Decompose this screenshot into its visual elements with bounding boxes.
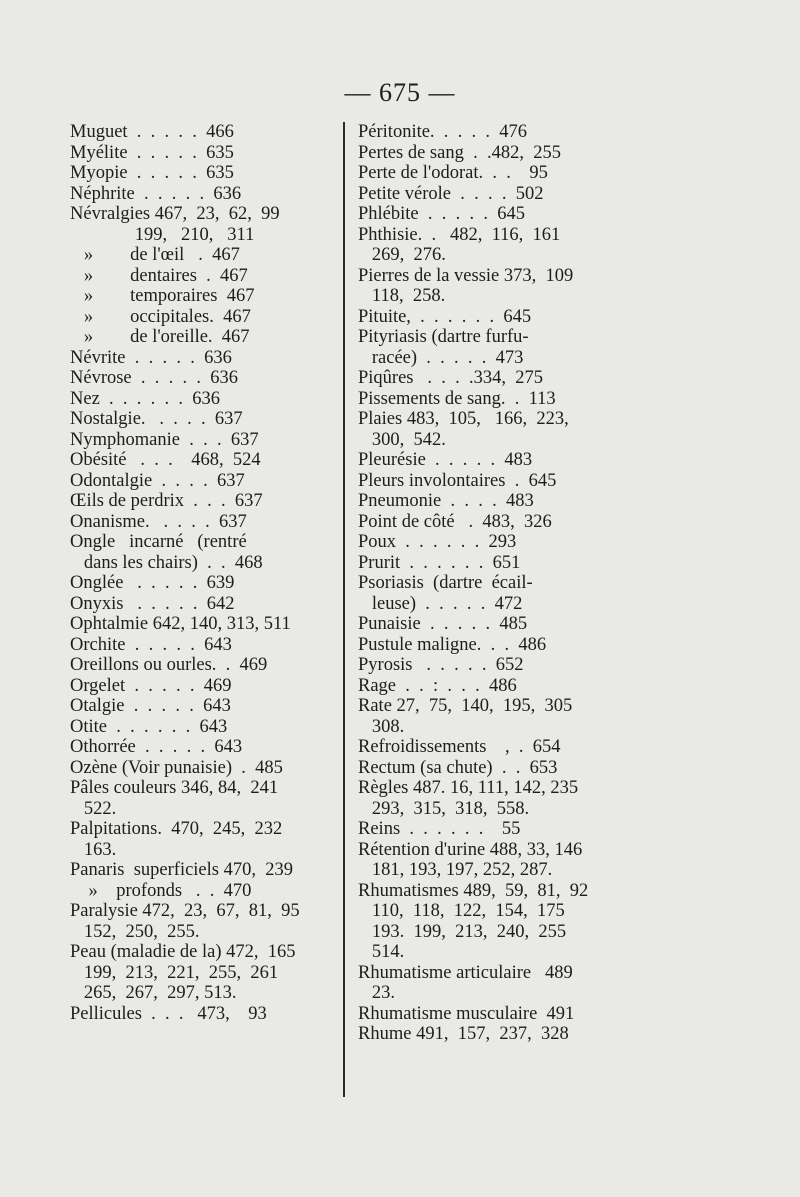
index-entry (358, 819, 630, 840)
index-entry (70, 778, 332, 819)
index-entry-line: Nymphomanie . . . 637 (70, 429, 259, 450)
index-entry (358, 1024, 630, 1045)
column-divider (343, 122, 345, 1097)
index-entry-line: Onglée . . . . . 639 (70, 573, 235, 593)
index-entry-line: Phthisie. . 482, 116, 161 (358, 224, 561, 245)
index-entry-line: Perte de l'odorat. . . 95 (358, 163, 548, 183)
index-entry (358, 409, 630, 450)
index-entry-line: Oreillons ou ourles. . 469 (70, 655, 268, 675)
index-entry (358, 737, 630, 758)
index-entry (358, 368, 630, 389)
index-entry-line: Pityriasis (dartre furfu- (358, 327, 529, 347)
index-entry-line: Point de côté . 483, 326 (358, 511, 552, 532)
index-entry-line: Ophtalmie 642, 140, 313, 511 (70, 614, 291, 634)
index-entry-line: 308. (358, 716, 405, 737)
index-entry-line: Névrite . . . . . 636 (70, 347, 232, 368)
index-entry-line: racée) . . . . . 473 (358, 347, 524, 368)
index-entry-line: Pustule maligne. . . 486 (358, 634, 547, 655)
index-column-right (358, 122, 630, 1045)
index-entry (70, 245, 332, 266)
index-entry-line: Rhumatismes 489, 59, 81, 92 (358, 880, 589, 901)
index-entry (70, 368, 332, 389)
index-entry (358, 840, 630, 881)
index-entry (70, 532, 332, 573)
index-entry-line: Rhumatisme articulaire 489 (358, 962, 573, 983)
index-entry (358, 307, 630, 328)
index-entry (70, 901, 332, 942)
index-entry-line: Néphrite . . . . . 636 (70, 183, 242, 204)
index-entry (358, 184, 630, 205)
index-entry-line: Rhume 491, 157, 237, 328 (358, 1024, 569, 1044)
index-entry-line: leuse) . . . . . 472 (358, 593, 523, 614)
index-entry (70, 614, 332, 635)
index-entry-line: Nez . . . . . . 636 (70, 388, 221, 409)
index-entry-line: Orchite . . . . . 643 (70, 634, 232, 655)
index-entry-line: 118, 258. (358, 286, 446, 306)
index-entry-line: Obésité . . . 468, 524 (70, 450, 261, 470)
index-entry-line: 199, 213, 221, 255, 261 (70, 962, 279, 983)
index-entry-line: Odontalgie . . . . 637 (70, 470, 245, 491)
index-entry-line: Reins . . . . . . 55 (358, 819, 521, 839)
index-entry-line: Pituite, . . . . . . 645 (358, 306, 532, 327)
index-entry (358, 122, 630, 143)
index-entry-line: Poux . . . . . . 293 (358, 532, 517, 552)
index-entry-line: Névralgies 467, 23, 62, 99 (70, 204, 280, 224)
index-entry-line: » dentaires . 467 (70, 265, 248, 286)
index-entry-line: Phlébite . . . . . 645 (358, 204, 526, 224)
index-entry-line: Muguet . . . . . 466 (70, 122, 234, 142)
index-entry (70, 286, 332, 307)
index-entry (70, 122, 332, 143)
index-entry-line: Orgelet . . . . . 469 (70, 675, 232, 696)
index-entry-line: Myopie . . . . . 635 (70, 163, 234, 183)
index-entry-line: Pâles couleurs 346, 84, 241 (70, 778, 279, 798)
index-entry-line: 293, 315, 318, 558. (358, 798, 530, 819)
index-entry (358, 963, 630, 1004)
index-entry-line: Névrose . . . . . 636 (70, 368, 239, 388)
index-column-left (70, 122, 332, 1024)
index-entry-line: Ozène (Voir punaisie) . 485 (70, 757, 283, 778)
index-entry (70, 327, 332, 348)
index-entry (70, 942, 332, 1004)
index-entry-line: 514. (358, 942, 405, 962)
index-entry (358, 676, 630, 697)
index-entry-line: Nostalgie. . . . . 637 (70, 409, 243, 429)
index-entry (70, 450, 332, 471)
index-entry (358, 204, 630, 225)
index-entry-line: 181, 193, 197, 252, 287. (358, 860, 553, 880)
index-entry-line: 163. (70, 839, 117, 860)
index-entry (70, 163, 332, 184)
index-entry (70, 266, 332, 287)
index-entry (70, 512, 332, 533)
index-entry (70, 409, 332, 430)
index-entry (70, 389, 332, 410)
index-entry-line: Onyxis . . . . . 642 (70, 593, 235, 614)
index-entry (70, 204, 332, 245)
index-entry (70, 717, 332, 738)
index-entry-line: Rectum (sa chute) . . 653 (358, 757, 558, 778)
index-entry-line: » de l'oreille. 467 (70, 327, 250, 347)
index-entry-line: Pyrosis . . . . . 652 (358, 655, 524, 675)
index-entry (70, 471, 332, 492)
index-entry (70, 430, 332, 451)
index-entry (358, 881, 630, 963)
index-entry-line: 265, 267, 297, 513. (70, 983, 237, 1003)
index-entry-line: 193. 199, 213, 240, 255 (358, 921, 567, 942)
index-entry (358, 389, 630, 410)
index-entry (358, 1004, 630, 1025)
index-entry-line: » temporaires 467 (70, 286, 255, 306)
index-entry (358, 758, 630, 779)
page-number: — 675 — (344, 78, 456, 107)
index-entry-line: Pissements de sang. . 113 (358, 388, 556, 409)
index-entry-line: Ongle incarné (rentré (70, 532, 247, 552)
index-entry (358, 635, 630, 656)
index-entry-line: Petite vérole . . . . 502 (358, 183, 544, 204)
index-entry (70, 737, 332, 758)
index-entry (358, 266, 630, 307)
index-entry (70, 143, 332, 164)
index-entry-line: Psoriasis (dartre écail- (358, 573, 533, 593)
index-entry-line: Pleurésie . . . . . 483 (358, 450, 533, 470)
index-entry (70, 491, 332, 512)
index-entry-line: Pertes de sang . .482, 255 (358, 142, 561, 163)
index-entry-line: Rhumatisme musculaire 491 (358, 1003, 575, 1024)
index-entry-line: 522. (70, 798, 117, 819)
index-entry-line: » profonds . . 470 (70, 880, 252, 901)
index-entry (358, 614, 630, 635)
index-entry (358, 225, 630, 266)
index-entry (70, 819, 332, 860)
index-entry-line: Othorrée . . . . . 643 (70, 737, 243, 757)
index-entry (70, 635, 332, 656)
index-entry (70, 594, 332, 615)
index-entry-line: 110, 118, 122, 154, 175 (358, 901, 565, 921)
index-entry-line: Rate 27, 75, 140, 195, 305 (358, 696, 573, 716)
index-entry-line: 269, 276. (358, 245, 446, 265)
index-entry-line: Pleurs involontaires . 645 (358, 470, 557, 491)
index-entry-line: Otite . . . . . . 643 (70, 716, 228, 737)
index-entry (358, 573, 630, 614)
index-entry-line: Œils de perdrix . . . 637 (70, 491, 263, 511)
index-entry (70, 758, 332, 779)
index-entry (358, 553, 630, 574)
index-entry (70, 573, 332, 594)
index-entry-line: Onanisme. . . . . 637 (70, 511, 247, 532)
index-entry-line: Punaisie . . . . . 485 (358, 614, 528, 634)
index-entry (358, 163, 630, 184)
index-entry-line: Piqûres . . . .334, 275 (358, 368, 543, 388)
index-entry (70, 1004, 332, 1025)
index-entry (358, 696, 630, 737)
index-entry (358, 512, 630, 533)
index-entry (70, 184, 332, 205)
index-entry (358, 655, 630, 676)
index-entry (70, 348, 332, 369)
index-entry-line: Règles 487. 16, 111, 142, 235 (358, 778, 579, 798)
index-entry-line: 199, 210, 311 (70, 224, 255, 245)
index-entry-line: 152, 250, 255. (70, 921, 200, 942)
index-entry-line: Pneumonie . . . . 483 (358, 491, 534, 511)
index-entry (70, 307, 332, 328)
index-entry-line: Rétention d'urine 488, 33, 146 (358, 839, 583, 860)
index-entry-line: Prurit . . . . . . 651 (358, 552, 521, 573)
index-entry (358, 471, 630, 492)
index-entry-line: Plaies 483, 105, 166, 223, (358, 409, 569, 429)
index-entry (358, 778, 630, 819)
index-entry-line: 300, 542. (358, 429, 446, 450)
index-entry-line: Panaris superficiels 470, 239 (70, 860, 293, 880)
index-entry (358, 327, 630, 368)
index-entry-line: Palpitations. 470, 245, 232 (70, 819, 283, 839)
index-entry (70, 860, 332, 901)
index-entry-line: Refroidissements , . 654 (358, 737, 561, 757)
index-entry (358, 450, 630, 471)
index-entry (358, 143, 630, 164)
index-entry-line: » occipitales. 467 (70, 306, 251, 327)
index-entry-line: Myélite . . . . . 635 (70, 142, 234, 163)
index-entry (358, 491, 630, 512)
index-entry-line: 23. (358, 983, 395, 1003)
index-entry-line: dans les chairs) . . 468 (70, 552, 263, 573)
index-entry (358, 532, 630, 553)
index-entry-line: Rage . . : . . . 486 (358, 675, 517, 696)
index-entry (70, 696, 332, 717)
index-entry-line: » de l'œil . 467 (70, 245, 240, 265)
index-entry (70, 655, 332, 676)
index-entry-line: Peau (maladie de la) 472, 165 (70, 942, 296, 962)
index-entry (70, 676, 332, 697)
index-entry-line: Péritonite. . . . . 476 (358, 122, 528, 142)
index-entry-line: Paralysie 472, 23, 67, 81, 95 (70, 901, 300, 921)
index-entry-line: Otalgie . . . . . 643 (70, 696, 231, 716)
index-entry-line: Pellicules . . . 473, 93 (70, 1003, 267, 1024)
index-entry-line: Pierres de la vessie 373, 109 (358, 265, 574, 286)
